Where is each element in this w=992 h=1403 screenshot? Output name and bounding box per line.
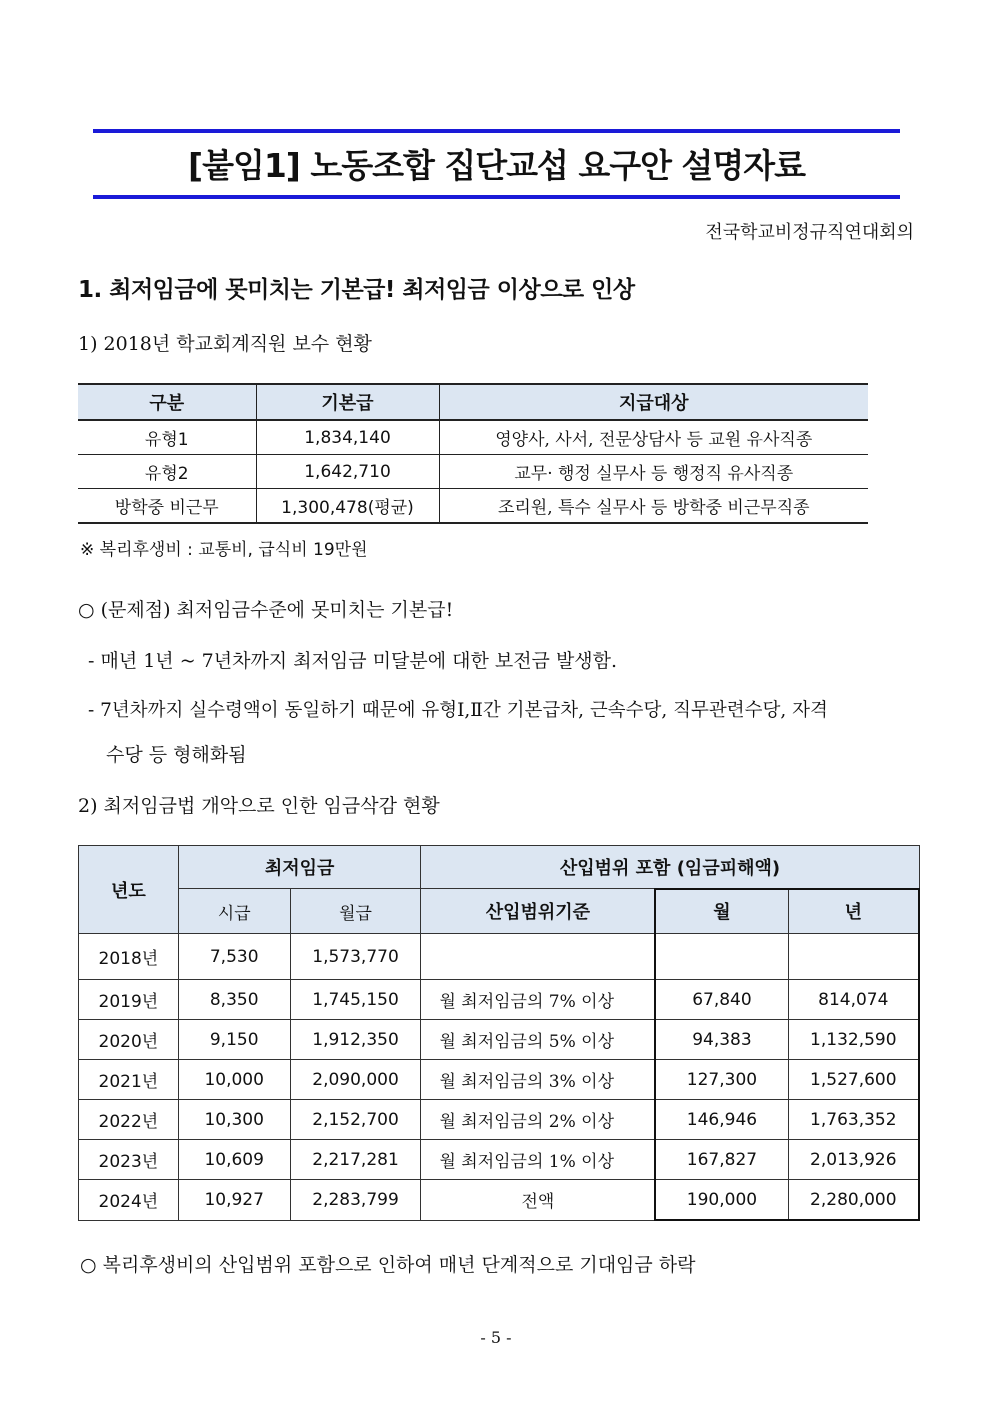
header-target: 지급대상 bbox=[439, 384, 868, 420]
header-base-pay: 기본급 bbox=[256, 384, 439, 420]
cell-monthly: 2,152,700 bbox=[290, 1100, 421, 1140]
section-heading: 1. 최저임금에 못미치는 기본급! 최저임금 이상으로 인상 bbox=[78, 277, 635, 303]
header-criteria: 산입범위기준 bbox=[421, 889, 655, 934]
header-hourly: 시급 bbox=[178, 889, 290, 934]
cell-criteria: 월 최저임금의 3% 이상 bbox=[421, 1060, 655, 1100]
cell-year-loss: 2,280,000 bbox=[788, 1180, 919, 1221]
cell-year-loss: 1,527,600 bbox=[788, 1060, 919, 1100]
cell-criteria: 월 최저임금의 5% 이상 bbox=[421, 1020, 655, 1060]
header-category: 구분 bbox=[78, 384, 256, 420]
cell-hourly: 9,150 bbox=[178, 1020, 290, 1060]
dash-item-2-line-1: - 7년차까지 실수령액이 동일하기 때문에 유형Ⅰ,Ⅱ간 기본급차, 근속수당, 직무관련수당, 자격 bbox=[88, 700, 828, 721]
cell-target: 조리원, 특수 실무사 등 방학중 비근무직종 bbox=[439, 489, 868, 524]
dash-item-2-line-2: 수당 등 형해화됨 bbox=[106, 744, 247, 766]
cell-category: 유형1 bbox=[78, 420, 256, 455]
cell-hourly: 10,927 bbox=[178, 1180, 290, 1221]
organization-name: 전국학교비정규직연대회의 bbox=[705, 222, 914, 243]
cell-hourly: 10,000 bbox=[178, 1060, 290, 1100]
table-row bbox=[79, 1020, 920, 1060]
table-row bbox=[79, 1100, 920, 1140]
cell-year-loss: 814,074 bbox=[788, 980, 919, 1020]
cell-hourly: 10,609 bbox=[178, 1140, 290, 1180]
welfare-note: ※ 복리후생비 : 교통비, 급식비 19만원 bbox=[80, 540, 368, 560]
title-rule-top bbox=[93, 129, 900, 133]
table-header-row bbox=[79, 846, 920, 889]
cell-hourly: 10,300 bbox=[178, 1100, 290, 1140]
cell-year-loss: 1,132,590 bbox=[788, 1020, 919, 1060]
cell-year-loss: 2,013,926 bbox=[788, 1140, 919, 1180]
table-header-row bbox=[78, 384, 868, 420]
table-row bbox=[79, 934, 920, 980]
header-inclusion: 산입범위 포함 (임금피해액) bbox=[421, 846, 919, 889]
cell-month-loss: 94,383 bbox=[655, 1020, 788, 1060]
page-title: [붙임1] 노동조합 집단교섭 요구안 설명자료 bbox=[187, 146, 805, 185]
table-row bbox=[79, 980, 920, 1020]
cell-hourly: 7,530 bbox=[178, 934, 290, 980]
cell-monthly: 1,745,150 bbox=[290, 980, 421, 1020]
cell-month-loss: 190,000 bbox=[655, 1180, 788, 1221]
page-number: - 5 - bbox=[480, 1328, 512, 1347]
cell-year: 2020년 bbox=[79, 1020, 179, 1060]
salary-table bbox=[78, 383, 868, 524]
cell-year-loss: 1,763,352 bbox=[788, 1100, 919, 1140]
title-rule-bottom bbox=[93, 195, 900, 199]
cell-category: 방학중 비근무 bbox=[78, 489, 256, 524]
cell-base-pay: 1,834,140 bbox=[256, 420, 439, 455]
table-row bbox=[78, 420, 868, 455]
cell-year-loss bbox=[788, 934, 919, 980]
cell-year: 2018년 bbox=[79, 934, 179, 980]
problem-bullet: ○ (문제점) 최저임금수준에 못미치는 기본급! bbox=[78, 599, 454, 621]
header-min-wage: 최저임금 bbox=[178, 846, 421, 889]
decline-bullet: ○ 복리후생비의 산입범위 포함으로 인하여 매년 단계적으로 기대임금 하락 bbox=[80, 1254, 696, 1276]
header-year: 년도 bbox=[79, 846, 179, 934]
cell-year: 2021년 bbox=[79, 1060, 179, 1100]
cell-criteria: 월 최저임금의 2% 이상 bbox=[421, 1100, 655, 1140]
cell-monthly: 2,217,281 bbox=[290, 1140, 421, 1180]
table-row bbox=[79, 1060, 920, 1100]
header-year-loss: 년 bbox=[788, 889, 919, 934]
cell-month-loss: 146,946 bbox=[655, 1100, 788, 1140]
cell-year: 2022년 bbox=[79, 1100, 179, 1140]
cell-criteria: 전액 bbox=[421, 1180, 655, 1221]
cell-monthly: 2,283,799 bbox=[290, 1180, 421, 1221]
cell-criteria: 월 최저임금의 7% 이상 bbox=[421, 980, 655, 1020]
table-row bbox=[78, 455, 868, 489]
dash-item-1: - 매년 1년 ~ 7년차까지 최저임금 미달분에 대한 보전금 발생함. bbox=[88, 650, 618, 672]
header-monthly: 월급 bbox=[290, 889, 421, 934]
cell-year: 2023년 bbox=[79, 1140, 179, 1180]
subsection-1-title: 1) 2018년 학교회계직원 보수 현황 bbox=[78, 333, 372, 355]
cell-month-loss: 67,840 bbox=[655, 980, 788, 1020]
table-row bbox=[79, 1140, 920, 1180]
table-subheader-row bbox=[79, 889, 920, 934]
cell-month-loss: 167,827 bbox=[655, 1140, 788, 1180]
cell-criteria bbox=[421, 934, 655, 980]
cell-hourly: 8,350 bbox=[178, 980, 290, 1020]
cell-monthly: 2,090,000 bbox=[290, 1060, 421, 1100]
cell-base-pay: 1,300,478(평균) bbox=[256, 489, 439, 524]
cell-month-loss bbox=[655, 934, 788, 980]
cell-target: 교무· 행정 실무사 등 행정직 유사직종 bbox=[439, 455, 868, 489]
wage-cut-table bbox=[78, 845, 920, 1221]
cell-month-loss: 127,300 bbox=[655, 1060, 788, 1100]
cell-category: 유형2 bbox=[78, 455, 256, 489]
cell-year: 2024년 bbox=[79, 1180, 179, 1221]
cell-monthly: 1,573,770 bbox=[290, 934, 421, 980]
table-row bbox=[78, 489, 868, 524]
table-row bbox=[79, 1180, 920, 1221]
cell-year: 2019년 bbox=[79, 980, 179, 1020]
cell-monthly: 1,912,350 bbox=[290, 1020, 421, 1060]
cell-base-pay: 1,642,710 bbox=[256, 455, 439, 489]
subsection-2-title: 2) 최저임금법 개악으로 인한 임금삭감 현황 bbox=[78, 795, 440, 817]
cell-criteria: 월 최저임금의 1% 이상 bbox=[421, 1140, 655, 1180]
header-month-loss: 월 bbox=[655, 889, 788, 934]
cell-target: 영양사, 사서, 전문상담사 등 교원 유사직종 bbox=[439, 420, 868, 455]
